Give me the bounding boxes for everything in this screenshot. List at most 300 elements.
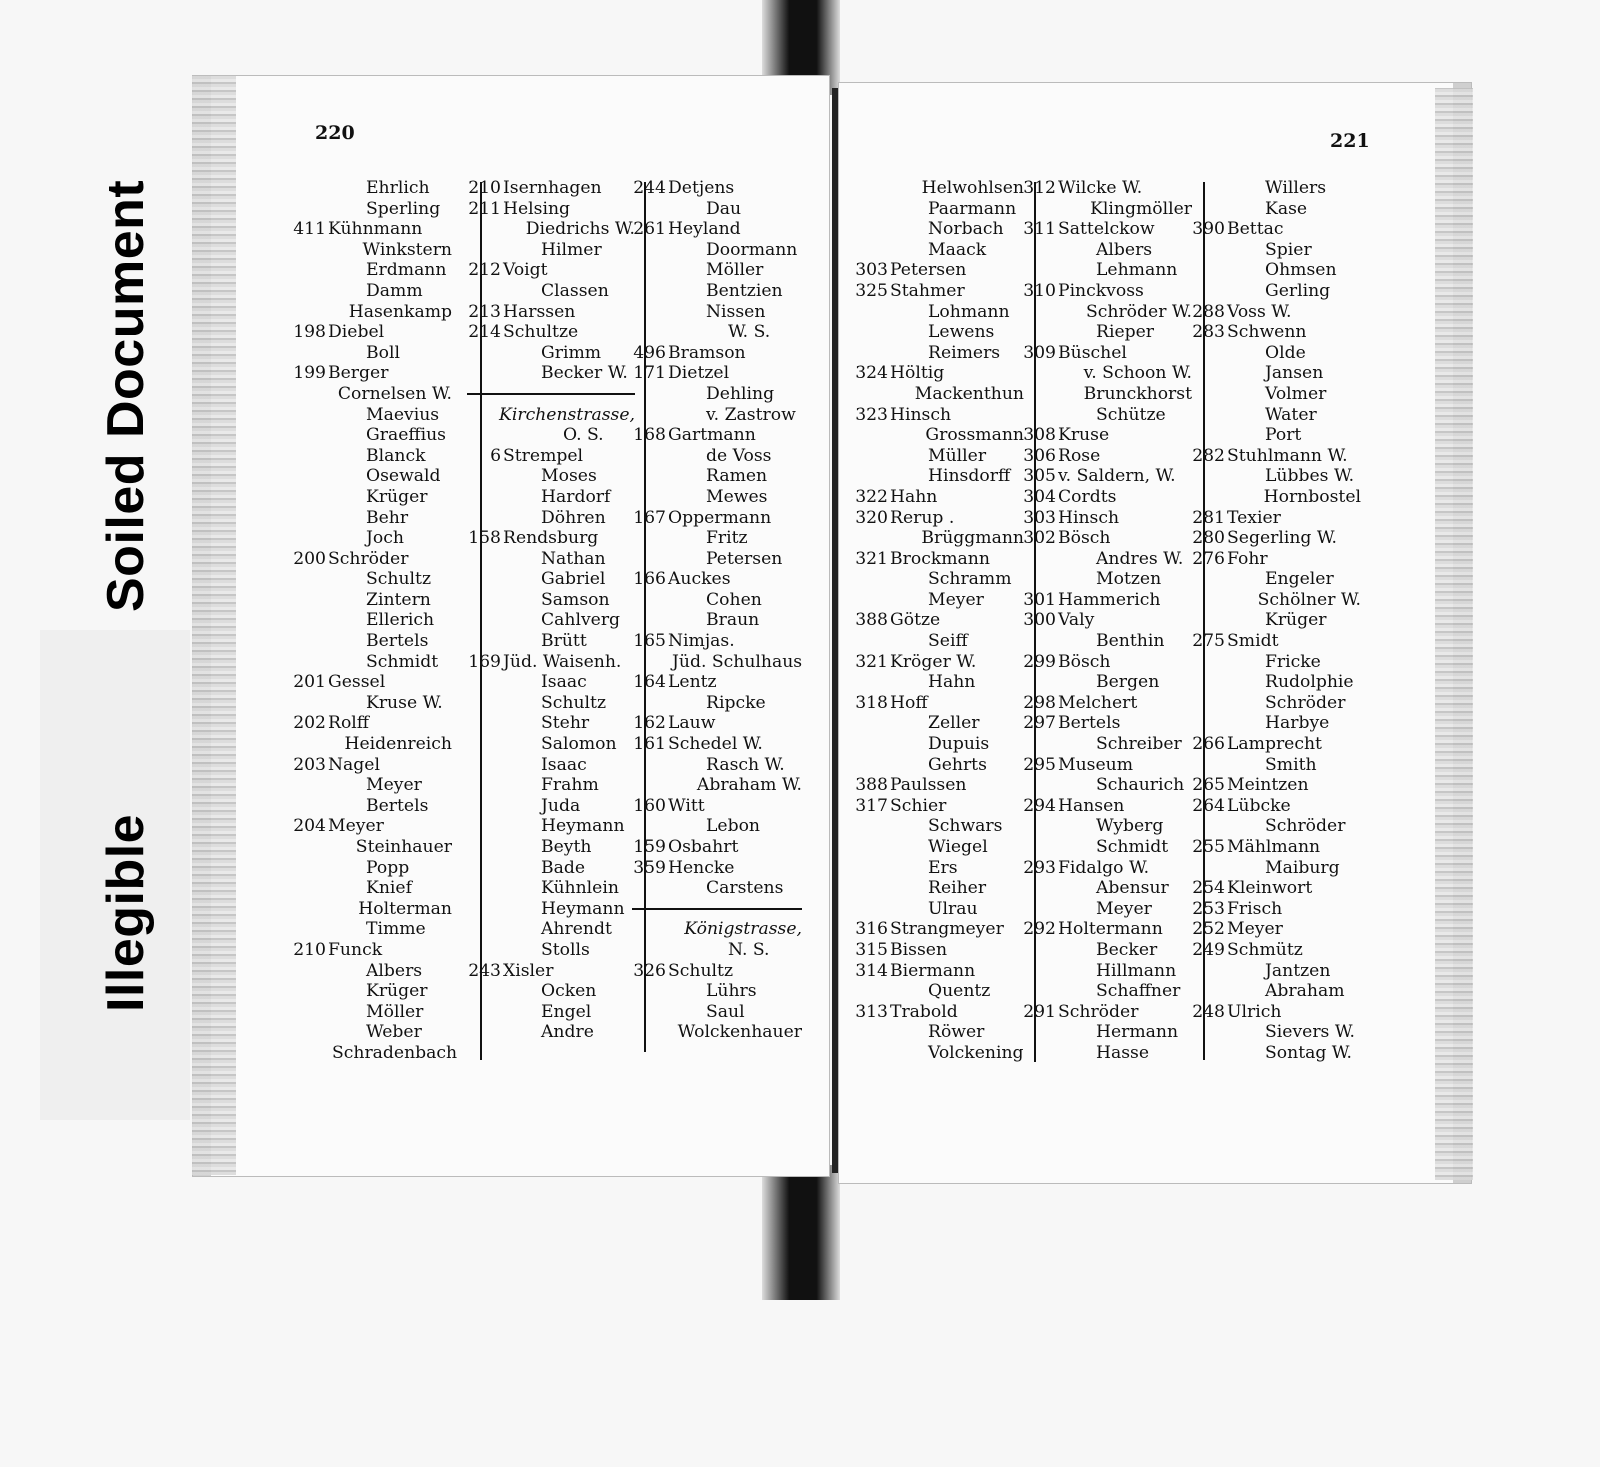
house-number: 214 (468, 322, 501, 343)
resident-name: Stahmer (890, 280, 965, 301)
directory-entry (292, 446, 452, 467)
directory-entry (1191, 343, 1361, 364)
street-heading (632, 919, 802, 940)
resident-name: Detjens (668, 178, 735, 198)
directory-entry (292, 755, 452, 776)
resident-name: Stolls (541, 939, 590, 960)
resident-name: Jüd. Waisenh. (503, 651, 622, 672)
directory-entry (1022, 610, 1192, 631)
house-number: 210 (293, 939, 326, 960)
directory-entry (292, 734, 452, 755)
directory-entry (632, 446, 802, 467)
directory-entry (632, 549, 802, 570)
resident-name: Heidenreich (344, 734, 452, 755)
resident-name: Strempel (503, 445, 584, 466)
resident-name: Ripcke (706, 692, 766, 713)
street-heading (467, 405, 635, 426)
resident-name: Kühnmann (328, 219, 423, 240)
illegible-label: Illegible (97, 813, 155, 1012)
directory-entry (1191, 384, 1361, 405)
resident-name: Klingmöller (1090, 198, 1192, 219)
directory-entry (632, 837, 802, 858)
resident-name: Meyer (928, 589, 984, 610)
directory-entry (1191, 466, 1361, 487)
resident-name: Schröder (1058, 1001, 1139, 1022)
directory-entry (467, 487, 635, 508)
resident-name: Möller (366, 1001, 424, 1022)
resident-name: Lührs (706, 981, 757, 1002)
house-number: 313 (855, 1001, 888, 1022)
house-number: 264 (1192, 795, 1225, 816)
directory-entry (292, 610, 452, 631)
resident-name: Maevius (366, 404, 440, 425)
resident-name: Stehr (541, 713, 590, 734)
directory-entry (292, 240, 452, 261)
directory-entry (854, 302, 1024, 323)
directory-entry (1191, 961, 1361, 982)
directory-entry (467, 508, 635, 529)
house-number: 315 (855, 939, 888, 960)
resident-name: Mewes (706, 486, 768, 507)
directory-entry (467, 549, 635, 570)
directory-entry (1022, 1002, 1192, 1023)
directory-entry (1191, 569, 1361, 590)
house-number: 252 (1192, 919, 1225, 940)
resident-name: Trabold (890, 1001, 958, 1022)
directory-entry (1022, 693, 1192, 714)
directory-entry (292, 693, 452, 714)
directory-entry (292, 569, 452, 590)
house-number: 321 (855, 548, 888, 569)
soiled-document-label: Soiled Document (97, 179, 155, 612)
resident-name: Jüd. Schulhaus (672, 651, 803, 672)
resident-name: Schröder (1265, 692, 1346, 713)
resident-name: Bertels (366, 631, 429, 652)
resident-name: Ohmsen (1265, 260, 1337, 281)
directory-entry (854, 1022, 1024, 1043)
directory-entry (1022, 734, 1192, 755)
resident-name: Nimjas. (668, 631, 735, 652)
resident-name: Hansen (1058, 795, 1125, 816)
directory-entry (632, 569, 802, 590)
house-number: 161 (633, 734, 666, 755)
resident-name: Fidalgo W. (1058, 857, 1150, 878)
resident-name: Quentz (928, 981, 991, 1002)
directory-entry (854, 425, 1024, 446)
directory-entry (854, 693, 1024, 714)
resident-name: Bösch (1058, 528, 1111, 549)
resident-name: Brunckhorst (1083, 383, 1192, 404)
directory-entry (292, 590, 452, 611)
directory-entry (1191, 610, 1361, 631)
house-number: 283 (1192, 322, 1225, 343)
directory-entry (854, 837, 1024, 858)
directory-entry (1022, 363, 1192, 384)
directory-entry (1191, 302, 1361, 323)
resident-name: Rolff (328, 713, 369, 734)
directory-entry (1191, 446, 1361, 467)
directory-entry (854, 1002, 1024, 1023)
directory-entry (292, 199, 452, 220)
directory-entry (292, 878, 452, 899)
directory-entry (632, 240, 802, 261)
directory-entry (1022, 199, 1192, 220)
directory-entry (467, 858, 635, 879)
directory-entry (292, 219, 452, 240)
house-number: 301 (1023, 589, 1056, 610)
directory-entry (467, 981, 635, 1002)
house-number: 298 (1023, 692, 1056, 713)
directory-entry (854, 487, 1024, 508)
resident-name: Willers (1265, 178, 1327, 198)
resident-name: Kase (1265, 198, 1308, 219)
directory-entry (1022, 775, 1192, 796)
directory-entry (1022, 858, 1192, 879)
resident-name: Biermann (890, 960, 976, 981)
resident-name: Moses (541, 466, 597, 487)
resident-name: Hinsch (1058, 507, 1120, 528)
resident-name: Schreiber (1096, 734, 1182, 755)
resident-name: Helwohlsen (921, 178, 1024, 198)
directory-entry (292, 837, 452, 858)
house-number: 254 (1192, 878, 1225, 899)
resident-name: Schmidt (366, 651, 439, 672)
directory-entry (1022, 343, 1192, 364)
house-number: 164 (633, 672, 666, 693)
directory-entry (854, 322, 1024, 343)
directory-column-3 (632, 178, 802, 1043)
directory-entry (632, 775, 802, 796)
resident-name: Wyberg (1096, 816, 1164, 837)
resident-name: Schmütz (1227, 939, 1303, 960)
directory-entry (1022, 940, 1192, 961)
resident-name: v. Saldern, W. (1058, 466, 1176, 487)
directory-entry (854, 219, 1024, 240)
resident-name: Sontag W. (1265, 1042, 1352, 1063)
directory-entry (292, 281, 452, 302)
house-number: 294 (1023, 795, 1056, 816)
directory-entry (467, 569, 635, 590)
page-number-right: 221 (1330, 130, 1370, 152)
resident-name: Doormann (706, 239, 798, 260)
resident-name: Seiff (928, 631, 968, 652)
directory-entry (632, 631, 802, 652)
directory-entry (292, 775, 452, 796)
resident-name: Carstens (706, 878, 784, 899)
resident-name: Bergen (1096, 672, 1160, 693)
resident-name: Heymann (541, 816, 625, 837)
resident-name: Salomon (541, 734, 617, 755)
resident-name: Gehrts (928, 754, 987, 775)
resident-name: Zeller (928, 713, 980, 734)
directory-entry (854, 363, 1024, 384)
resident-name: Krüger (366, 486, 428, 507)
resident-name: Texier (1227, 507, 1281, 528)
directory-entry (467, 796, 635, 817)
resident-name: Isaac (541, 672, 587, 693)
house-number: 165 (633, 631, 666, 652)
directory-entry (467, 199, 635, 220)
resident-name: Timme (366, 919, 426, 940)
resident-name: Paulssen (890, 775, 967, 796)
resident-name: Lebon (706, 816, 761, 837)
resident-name: Dehling (706, 383, 775, 404)
resident-name: Wilcke W. (1058, 178, 1143, 198)
directory-entry (632, 672, 802, 693)
resident-name: Schröder (328, 548, 409, 569)
directory-entry (1022, 528, 1192, 549)
resident-name: Grossmann (925, 425, 1024, 446)
resident-name: Strangmeyer (890, 919, 1004, 940)
directory-entry (467, 343, 635, 364)
directory-entry (632, 1002, 802, 1023)
resident-name: Abraham W. (696, 775, 802, 796)
directory-entry (1022, 549, 1192, 570)
directory-entry (467, 775, 635, 796)
resident-name: Rasch W. (706, 754, 785, 775)
resident-name: Möller (706, 260, 764, 281)
resident-name: Heymann (541, 898, 625, 919)
resident-name: Frisch (1227, 898, 1283, 919)
house-number: 211 (468, 198, 501, 219)
directory-entry (292, 528, 452, 549)
directory-entry (854, 260, 1024, 281)
house-number: 202 (293, 713, 326, 734)
resident-name: Ocken (541, 981, 597, 1002)
resident-name: Abensur (1096, 878, 1169, 899)
resident-name: Isernhagen (503, 178, 602, 198)
resident-name: Brüggmann (921, 528, 1024, 549)
directory-entry (854, 775, 1024, 796)
house-number: 320 (855, 507, 888, 528)
section-rule (632, 899, 802, 920)
directory-entry (292, 466, 452, 487)
directory-entry (467, 878, 635, 899)
directory-entry (1022, 713, 1192, 734)
directory-entry (467, 631, 635, 652)
house-number: 160 (633, 795, 666, 816)
resident-name: Bettac (1227, 219, 1284, 240)
house-number: 281 (1192, 507, 1225, 528)
directory-entry (1022, 981, 1192, 1002)
directory-entry (467, 302, 635, 323)
resident-name: Oppermann (668, 507, 772, 528)
resident-name: v. Schoon W. (1083, 363, 1192, 384)
resident-name: Meintzen (1227, 775, 1309, 796)
resident-name: Samson (541, 589, 610, 610)
page-number-left: 220 (315, 122, 355, 144)
directory-entry (467, 837, 635, 858)
directory-entry (467, 652, 635, 673)
directory-entry (292, 508, 452, 529)
directory-entry (467, 528, 635, 549)
directory-entry (1191, 508, 1361, 529)
directory-entry (854, 652, 1024, 673)
directory-entry (1191, 590, 1361, 611)
house-number: 496 (633, 342, 666, 363)
resident-name: Diebel (328, 322, 385, 343)
house-number: 261 (633, 219, 666, 240)
directory-entry (854, 610, 1024, 631)
directory-entry (1022, 240, 1192, 261)
directory-entry (1022, 508, 1192, 529)
resident-name: Reiher (928, 878, 987, 899)
house-number: 318 (855, 692, 888, 713)
directory-entry (467, 672, 635, 693)
resident-name: Schwars (928, 816, 1003, 837)
house-number: 291 (1023, 1001, 1056, 1022)
resident-name: Damm (366, 280, 423, 301)
resident-name: Hammerich (1058, 589, 1161, 610)
resident-name: Spier (1265, 239, 1312, 260)
directory-entry (467, 446, 635, 467)
resident-name: Helsing (503, 198, 571, 219)
directory-entry (1022, 425, 1192, 446)
resident-name: Reimers (928, 342, 1001, 363)
resident-name: Smidt (1227, 631, 1279, 652)
directory-entry (292, 1022, 452, 1043)
directory-entry (1191, 405, 1361, 426)
house-number: 323 (855, 404, 888, 425)
directory-entry (854, 405, 1024, 426)
resident-name: Paarmann (928, 198, 1017, 219)
directory-entry (1191, 240, 1361, 261)
directory-entry (292, 961, 452, 982)
house-number: 295 (1023, 754, 1056, 775)
directory-entry (1191, 837, 1361, 858)
resident-name: Isaac (541, 754, 587, 775)
resident-name: Bissen (890, 939, 948, 960)
resident-name: Diedrichs W. (525, 219, 635, 240)
resident-name: Dupuis (928, 734, 990, 755)
resident-name: Lentz (668, 672, 717, 693)
resident-name: Ulrau (928, 898, 978, 919)
directory-entry (1191, 1043, 1361, 1064)
resident-name: Ramen (706, 466, 768, 487)
resident-name: Funck (328, 939, 383, 960)
house-number: 411 (293, 219, 326, 240)
directory-entry (467, 178, 635, 199)
directory-entry (1022, 302, 1192, 323)
directory-entry (467, 961, 635, 982)
directory-entry (292, 405, 452, 426)
resident-name: Kleinwort (1227, 878, 1313, 899)
resident-name: Hahn (928, 672, 976, 693)
resident-name: Schier (890, 795, 947, 816)
directory-entry (1191, 816, 1361, 837)
directory-entry (467, 322, 635, 343)
directory-entry (1022, 405, 1192, 426)
resident-name: Nagel (328, 754, 380, 775)
resident-name: O. S. (563, 425, 604, 446)
house-number: 311 (1023, 219, 1056, 240)
resident-name: Rendsburg (503, 528, 599, 549)
resident-name: Jantzen (1265, 960, 1331, 981)
resident-name: Voigt (503, 260, 548, 281)
resident-name: Petersen (706, 548, 783, 569)
house-number: 314 (855, 960, 888, 981)
resident-name: Heyland (668, 219, 741, 240)
resident-name: Brütt (541, 631, 587, 652)
directory-entry (467, 240, 635, 261)
house-number: 325 (855, 280, 888, 301)
resident-name: Popp (366, 857, 410, 878)
house-number: 303 (1023, 507, 1056, 528)
book-spine (832, 88, 838, 1173)
directory-entry (1022, 796, 1192, 817)
resident-name: Osewald (366, 466, 441, 487)
directory-entry (854, 940, 1024, 961)
directory-entry (1022, 569, 1192, 590)
house-number: 255 (1192, 837, 1225, 857)
house-number: 158 (468, 528, 501, 549)
house-number: 249 (1192, 939, 1225, 960)
directory-entry (854, 713, 1024, 734)
resident-name: Gessel (328, 672, 386, 693)
directory-entry (854, 878, 1024, 899)
house-number: 326 (633, 960, 666, 981)
directory-entry (1191, 652, 1361, 673)
resident-name: Stuhlmann W. (1227, 445, 1348, 466)
directory-entry (292, 302, 452, 323)
directory-entry (632, 343, 802, 364)
resident-name: Hasenkamp (348, 301, 452, 322)
directory-entry (854, 446, 1024, 467)
directory-entry (1191, 734, 1361, 755)
resident-name: N. S. (728, 939, 770, 960)
house-number: 304 (1023, 486, 1056, 507)
resident-name: Hillmann (1096, 960, 1177, 981)
directory-entry (292, 363, 452, 384)
house-number: 322 (855, 486, 888, 507)
resident-name: Gartmann (668, 425, 756, 446)
resident-name: Jansen (1265, 363, 1324, 384)
resident-name: Classen (541, 280, 609, 301)
directory-entry (292, 322, 452, 343)
directory-entry (292, 652, 452, 673)
resident-name: Ehrlich (366, 178, 430, 198)
house-number: 390 (1192, 219, 1225, 240)
directory-entry (632, 940, 802, 961)
resident-name: Meyer (328, 816, 384, 837)
directory-entry (292, 796, 452, 817)
resident-name: Saul (706, 1001, 745, 1022)
directory-entry (1191, 755, 1361, 776)
directory-entry (854, 569, 1024, 590)
house-number: 166 (633, 569, 666, 590)
directory-entry (467, 1002, 635, 1023)
resident-name: W. S. (728, 322, 771, 343)
resident-name: Abraham (1265, 981, 1345, 1002)
resident-name: Volckening (928, 1042, 1024, 1063)
resident-name: Graeffius (366, 425, 446, 446)
directory-entry (632, 755, 802, 776)
resident-name: Norbach (928, 219, 1004, 240)
directory-entry (467, 713, 635, 734)
house-number: 280 (1192, 528, 1225, 549)
resident-name: Lübcke (1227, 795, 1291, 816)
resident-name: Schmidt (1096, 837, 1169, 857)
resident-name: Berger (328, 363, 389, 384)
directory-entry (632, 858, 802, 879)
directory-entry (632, 425, 802, 446)
binding-gutter-bottom (762, 1165, 840, 1300)
resident-name: Benthin (1096, 631, 1165, 652)
directory-entry (1191, 425, 1361, 446)
directory-entry (854, 549, 1024, 570)
resident-name: Hermann (1096, 1022, 1179, 1043)
section-rule (467, 384, 635, 405)
